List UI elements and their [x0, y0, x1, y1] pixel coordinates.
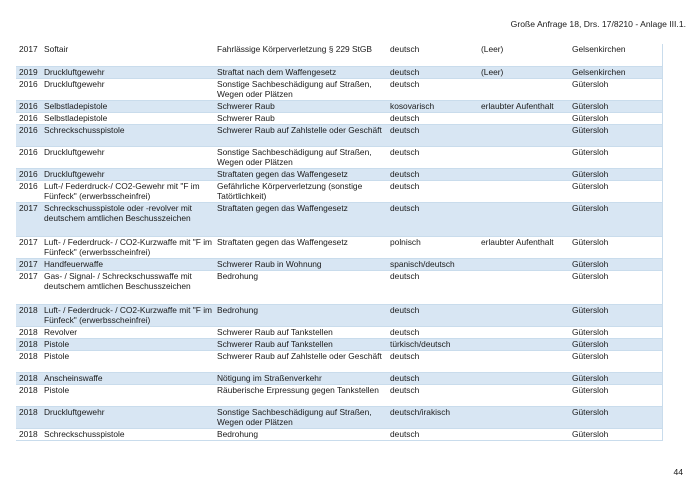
cell-status [479, 338, 570, 350]
cell-nationality: polnisch [388, 236, 479, 258]
cell-offense: Bedrohung [215, 428, 388, 440]
cell-status: erlaubter Aufenthalt [479, 236, 570, 258]
cell-status [479, 124, 570, 146]
cell-nationality: deutsch [388, 146, 479, 168]
table-row [16, 124, 662, 146]
cell-year: 2017 [16, 270, 42, 304]
cell-weapon: Softair [42, 44, 215, 66]
cell-status [479, 180, 570, 202]
cell-nationality: deutsch [388, 78, 479, 100]
cell-nationality: deutsch [388, 372, 479, 384]
cell-offense: Sonstige Sachbeschädigung auf Straßen, Wegen oder Plätzen [215, 78, 388, 100]
cell-year: 2018 [16, 304, 42, 326]
cell-nationality: deutsch [388, 124, 479, 146]
cell-nationality: deutsch [388, 270, 479, 304]
table-row [16, 236, 662, 258]
document-header: Große Anfrage 18, Drs. 17/8210 - Anlage III.1. [510, 19, 686, 29]
cell-nationality: deutsch [388, 326, 479, 338]
table-row [16, 168, 662, 180]
table-row [16, 112, 662, 124]
cell-year: 2018 [16, 326, 42, 338]
cell-weapon: Selbstladepistole [42, 100, 215, 112]
cell-status: (Leer) [479, 66, 570, 78]
incident-table [16, 44, 663, 441]
cell-city: Gütersloh [570, 350, 662, 372]
cell-weapon: Druckluftgewehr [42, 406, 215, 428]
cell-city: Gütersloh [570, 406, 662, 428]
cell-status [479, 372, 570, 384]
table-row [16, 338, 662, 350]
cell-status [479, 112, 570, 124]
cell-status [479, 78, 570, 100]
cell-city: Gütersloh [570, 428, 662, 440]
cell-offense: Sonstige Sachbeschädigung auf Straßen, Wegen oder Plätzen [215, 146, 388, 168]
cell-offense: Sonstige Sachbeschädigung auf Straßen, Wegen oder Plätzen [215, 406, 388, 428]
cell-city: Gütersloh [570, 236, 662, 258]
cell-weapon: Druckluftgewehr [42, 168, 215, 180]
cell-nationality: deutsch [388, 112, 479, 124]
table-body [16, 44, 662, 440]
table-row [16, 44, 662, 66]
table-row [16, 258, 662, 270]
table-row [16, 66, 662, 78]
cell-weapon: Druckluftgewehr [42, 66, 215, 78]
cell-status [479, 146, 570, 168]
cell-city: Gütersloh [570, 78, 662, 100]
cell-offense: Straftaten gegen das Waffengesetz [215, 168, 388, 180]
cell-offense: Fahrlässige Körperverletzung § 229 StGB [215, 44, 388, 66]
table-row [16, 146, 662, 168]
cell-weapon: Druckluftgewehr [42, 78, 215, 100]
cell-status [479, 168, 570, 180]
cell-year: 2018 [16, 338, 42, 350]
cell-year: 2016 [16, 112, 42, 124]
cell-year: 2018 [16, 428, 42, 440]
table-row [16, 78, 662, 100]
cell-year: 2016 [16, 146, 42, 168]
cell-status [479, 270, 570, 304]
cell-weapon: Schreckschusspistole [42, 428, 215, 440]
table-row [16, 406, 662, 428]
cell-year: 2016 [16, 78, 42, 100]
cell-year: 2019 [16, 66, 42, 78]
cell-weapon: Handfeuerwaffe [42, 258, 215, 270]
cell-city: Gütersloh [570, 100, 662, 112]
cell-year: 2016 [16, 180, 42, 202]
cell-offense: Schwerer Raub auf Zahlstelle oder Geschäft [215, 124, 388, 146]
cell-nationality: deutsch [388, 350, 479, 372]
cell-offense: Schwerer Raub auf Tankstellen [215, 326, 388, 338]
cell-nationality: deutsch [388, 168, 479, 180]
cell-year: 2018 [16, 350, 42, 372]
cell-weapon: Pistole [42, 338, 215, 350]
cell-year: 2016 [16, 124, 42, 146]
page-number: 44 [673, 467, 683, 477]
cell-year: 2017 [16, 44, 42, 66]
cell-offense: Straftaten gegen das Waffengesetz [215, 202, 388, 236]
cell-city: Gütersloh [570, 258, 662, 270]
cell-year: 2018 [16, 372, 42, 384]
cell-nationality: deutsch [388, 180, 479, 202]
cell-offense: Straftat nach dem Waffengesetz [215, 66, 388, 78]
table-row [16, 428, 662, 440]
cell-city: Gütersloh [570, 326, 662, 338]
cell-nationality: deutsch [388, 66, 479, 78]
table-row [16, 326, 662, 338]
cell-nationality: deutsch/irakisch [388, 406, 479, 428]
cell-year: 2017 [16, 258, 42, 270]
cell-city: Gelsenkirchen [570, 66, 662, 78]
cell-year: 2016 [16, 100, 42, 112]
cell-city: Gütersloh [570, 338, 662, 350]
cell-weapon: Schreckschusspistole [42, 124, 215, 146]
cell-offense: Schwerer Raub auf Tankstellen [215, 338, 388, 350]
cell-status [479, 406, 570, 428]
table-row [16, 304, 662, 326]
cell-city: Gütersloh [570, 384, 662, 406]
cell-status [479, 350, 570, 372]
cell-year: 2017 [16, 236, 42, 258]
cell-city: Gelsenkirchen [570, 44, 662, 66]
cell-offense: Räuberische Erpressung gegen Tankstellen [215, 384, 388, 406]
cell-offense: Nötigung im Straßenverkehr [215, 372, 388, 384]
cell-weapon: Schreckschusspistole oder -revolver mit deutschem amtlichen Beschusszeichen [42, 202, 215, 236]
cell-offense: Schwerer Raub auf Zahlstelle oder Geschäft [215, 350, 388, 372]
cell-nationality: kosovarisch [388, 100, 479, 112]
cell-city: Gütersloh [570, 168, 662, 180]
cell-weapon: Luft- / Federdruck- / CO2-Kurzwaffe mit "F im Fünfeck" (erwerbsscheinfrei) [42, 304, 215, 326]
table-row [16, 350, 662, 372]
cell-weapon: Gas- / Signal- / Schreckschusswaffe mit deutschem amtlichen Beschusszeichen [42, 270, 215, 304]
cell-weapon: Luft-/ Federdruck-/ CO2-Gewehr mit "F im Fünfeck" (erwerbsscheinfrei) [42, 180, 215, 202]
cell-city: Gütersloh [570, 112, 662, 124]
cell-offense: Bedrohung [215, 304, 388, 326]
cell-weapon: Revolver [42, 326, 215, 338]
cell-nationality: deutsch [388, 384, 479, 406]
cell-city: Gütersloh [570, 372, 662, 384]
cell-status [479, 304, 570, 326]
table-row [16, 270, 662, 304]
cell-year: 2016 [16, 168, 42, 180]
cell-offense: Bedrohung [215, 270, 388, 304]
cell-weapon: Druckluftgewehr [42, 146, 215, 168]
cell-offense: Schwerer Raub [215, 112, 388, 124]
cell-status [479, 326, 570, 338]
cell-offense: Schwerer Raub [215, 100, 388, 112]
table-row [16, 180, 662, 202]
cell-offense: Schwerer Raub in Wohnung [215, 258, 388, 270]
cell-status: (Leer) [479, 44, 570, 66]
cell-year: 2018 [16, 384, 42, 406]
cell-offense: Gefährliche Körperverletzung (sonstige Tatörtlichkeit) [215, 180, 388, 202]
cell-city: Gütersloh [570, 124, 662, 146]
cell-nationality: deutsch [388, 428, 479, 440]
cell-nationality: deutsch [388, 304, 479, 326]
cell-weapon: Anscheinswaffe [42, 372, 215, 384]
cell-status [479, 202, 570, 236]
table-row [16, 202, 662, 236]
table-row [16, 100, 662, 112]
cell-city: Gütersloh [570, 270, 662, 304]
table-row [16, 384, 662, 406]
cell-year: 2018 [16, 406, 42, 428]
cell-weapon: Pistole [42, 350, 215, 372]
cell-status [479, 384, 570, 406]
cell-status [479, 258, 570, 270]
cell-nationality: spanisch/deutsch [388, 258, 479, 270]
table-row [16, 372, 662, 384]
cell-weapon: Luft- / Federdruck- / CO2-Kurzwaffe mit "F im Fünfeck" (erwerbsscheinfrei) [42, 236, 215, 258]
cell-nationality: deutsch [388, 202, 479, 236]
cell-weapon: Selbstladepistole [42, 112, 215, 124]
cell-city: Gütersloh [570, 202, 662, 236]
cell-nationality: deutsch [388, 44, 479, 66]
cell-city: Gütersloh [570, 304, 662, 326]
cell-nationality: türkisch/deutsch [388, 338, 479, 350]
cell-weapon: Pistole [42, 384, 215, 406]
cell-status: erlaubter Aufenthalt [479, 100, 570, 112]
cell-year: 2017 [16, 202, 42, 236]
cell-offense: Straftaten gegen das Waffengesetz [215, 236, 388, 258]
cell-city: Gütersloh [570, 146, 662, 168]
cell-city: Gütersloh [570, 180, 662, 202]
cell-status [479, 428, 570, 440]
